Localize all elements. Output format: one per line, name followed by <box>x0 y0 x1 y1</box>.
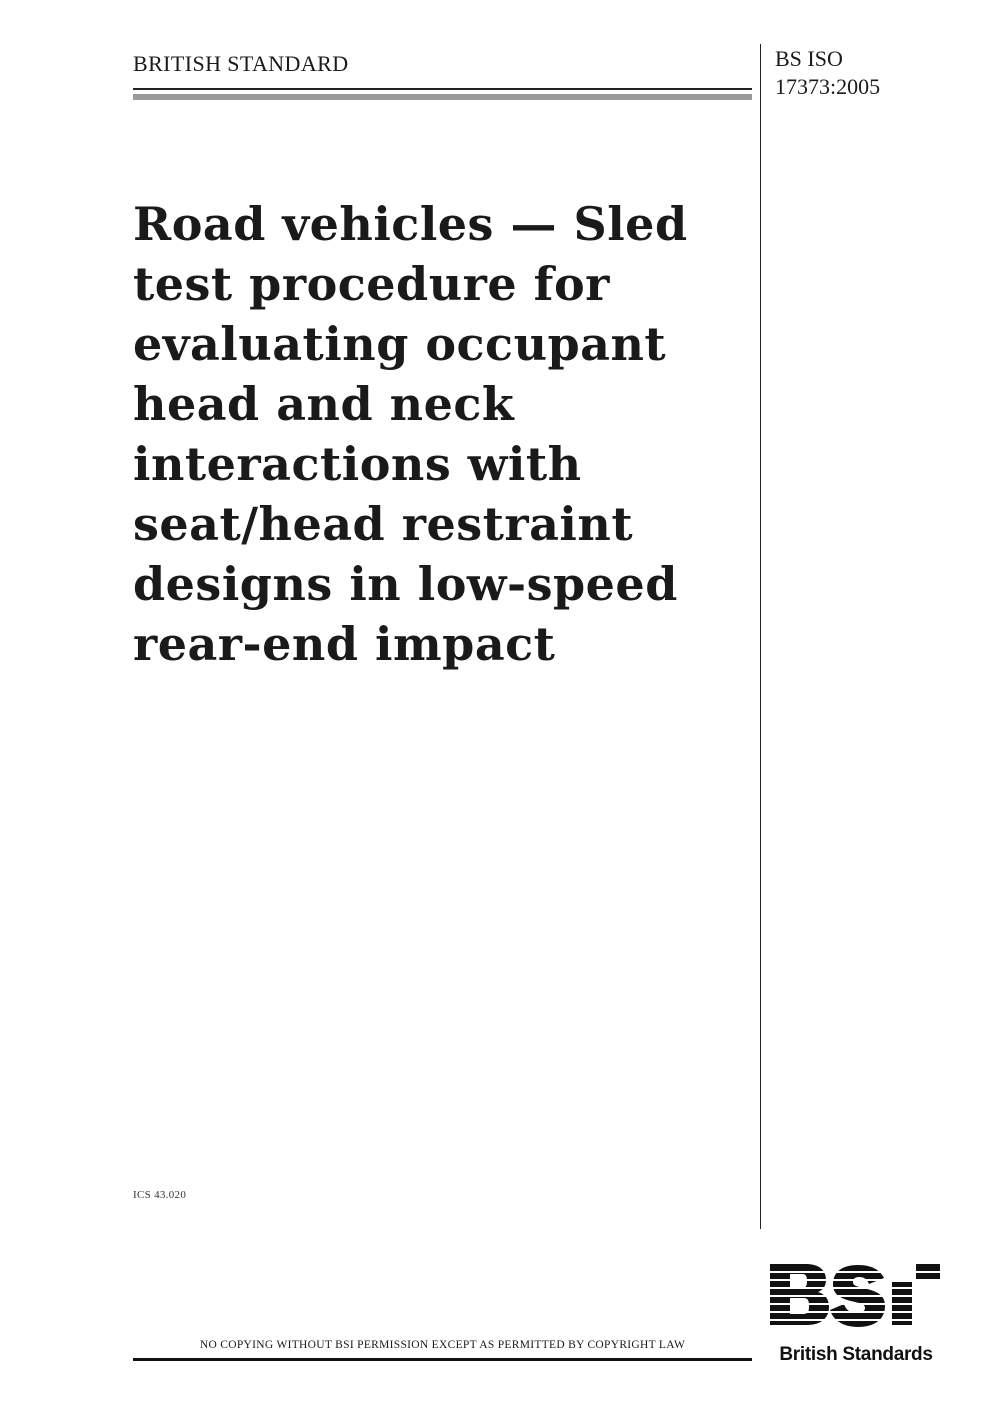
ics-code: ICS 43.020 <box>133 1189 187 1201</box>
document-type-label: BRITISH STANDARD <box>133 51 349 76</box>
copyright-notice: NO COPYING WITHOUT BSI PERMISSION EXCEPT AS PERMITTED BY COPYRIGHT LAW <box>199 1339 686 1351</box>
title-line: test procedure for <box>133 257 610 311</box>
document-title <box>133 194 743 674</box>
title-line: seat/head restraint <box>133 497 634 551</box>
standard-number <box>775 45 880 101</box>
title-line: interactions with <box>133 437 582 491</box>
vertical-divider <box>760 44 761 1229</box>
header-rule-thin <box>133 88 752 90</box>
footer-rule <box>133 1358 752 1361</box>
standard-number-line-1: BS ISO <box>775 46 843 71</box>
title-line: Road vehicles — Sled <box>133 197 688 251</box>
bsi-logo-tagline: British Standards <box>779 1344 933 1365</box>
title-line: evaluating occupant <box>133 317 667 371</box>
title-line: head and neck <box>133 377 515 431</box>
standard-number-line-2: 17373:2005 <box>775 74 881 99</box>
header-rule-grey <box>133 94 752 100</box>
title-line: designs in low-speed <box>133 557 678 611</box>
title-line: rear-end impact <box>133 617 556 671</box>
